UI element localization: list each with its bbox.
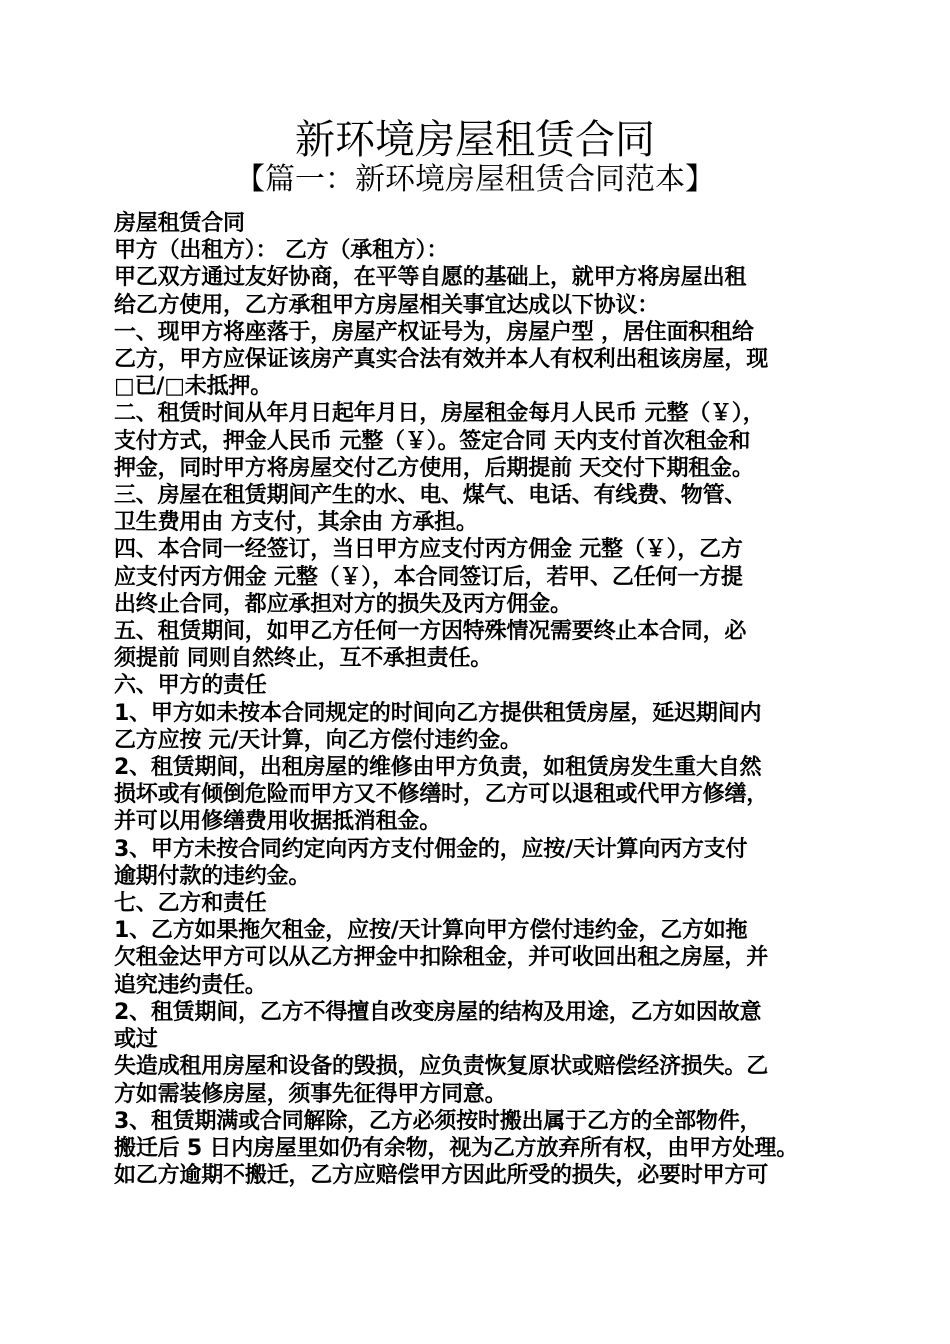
- body-line: 应支付丙方佣金 元整（￥），本合同签订后，若甲、乙任何一方提: [114, 564, 743, 590]
- body-line: 并可以用修缮费用收据抵消租金。: [114, 809, 442, 835]
- body-line: 卫生费用由 方支付，其余由 方承担。: [114, 510, 478, 536]
- body-line: 七、乙方和责任: [114, 891, 267, 917]
- body-line: □已/□未抵押。: [114, 374, 273, 400]
- body-line: 须提前 同则自然终止，互不承担责任。: [114, 646, 493, 672]
- body-line: 给乙方使用，乙方承租甲方房屋相关事宜达成以下协议：: [114, 292, 660, 318]
- body-line: 搬迁后 5 日内房屋里如仍有余物，视为乙方放弃所有权，由甲方处理。: [114, 1135, 799, 1161]
- document-subtitle: 【篇一：新环境房屋租赁合同范本】: [235, 162, 715, 197]
- body-line: 出终止合同，都应承担对方的损失及丙方佣金。: [114, 591, 572, 617]
- body-line: 1、甲方如未按本合同规定的时间向乙方提供租赁房屋，延迟期间内: [114, 700, 762, 726]
- body-line: 乙方应按 元/天计算，向乙方偿付违约金。: [114, 727, 522, 753]
- body-line: 2、租赁期间，乙方不得擅自改变房屋的结构及用途，乙方如因故意: [114, 999, 762, 1025]
- body-line: 损坏或有倾倒危险而甲方又不修缮时，乙方可以退租或代甲方修缮，: [114, 782, 769, 808]
- body-line: 押金，同时甲方将房屋交付乙方使用，后期提前 天交付下期租金。: [114, 455, 754, 481]
- body-line: 五、租赁期间，如甲乙方任何一方因特殊情况需要终止本合同，必: [114, 619, 747, 645]
- body-line: 方如需装修房屋，须事先征得甲方同意。: [114, 1081, 507, 1107]
- body-line: 甲乙双方通过友好协商，在平等自愿的基础上，就甲方将房屋出租: [114, 265, 747, 291]
- body-line: 乙方，甲方应保证该房产真实合法有效并本人有权利出租该房屋，现: [114, 347, 769, 373]
- body-line: 四、本合同一经签订，当日甲方应支付丙方佣金 元整（￥），乙方: [114, 537, 743, 563]
- body-line: 失造成租用房屋和设备的毁损，应负责恢复原状或赔偿经济损失。乙: [114, 1054, 769, 1080]
- body-line: 2、租赁期间，出租房屋的维修由甲方负责，如租赁房发生重大自然: [114, 755, 762, 781]
- body-line: 如乙方逾期不搬迁，乙方应赔偿甲方因此所受的损失，必要时甲方可: [114, 1163, 769, 1189]
- body-line: 逾期付款的违约金。: [114, 863, 311, 889]
- body-line: 1、乙方如果拖欠租金，应按/天计算向甲方偿付违约金，乙方如拖: [114, 918, 748, 944]
- body-line: 欠租金达甲方可以从乙方押金中扣除租金，并可收回出租之房屋，并: [114, 945, 769, 971]
- body-line: 二、租赁时间从年月日起年月日，房屋租金每月人民币 元整（￥），: [114, 401, 765, 427]
- body-line: 甲方（出租方）： 乙方（承租方）：: [114, 238, 449, 264]
- body-line: 或过: [114, 1027, 158, 1053]
- body-line: 六、甲方的责任: [114, 673, 267, 699]
- body-line: 3、租赁期满或合同解除，乙方必须按时搬出属于乙方的全部物件，: [114, 1108, 762, 1134]
- body-line: 一、现甲方将座落于，房屋产权证号为，房屋户型 ，居住面积租给: [114, 319, 754, 345]
- body-line: 房屋租赁合同: [114, 211, 245, 236]
- body-line: 支付方式，押金人民币 元整（￥）。签定合同 天内支付首次租金和: [114, 428, 751, 454]
- body-line: 3、甲方未按合同约定向丙方支付佣金的，应按/天计算向丙方支付: [114, 836, 748, 862]
- body-line: 追究违约责任。: [114, 972, 267, 998]
- document-body: [114, 210, 854, 1189]
- document-title: 新环境房屋租赁合同: [295, 117, 655, 163]
- body-line: 三、房屋在租赁期间产生的水、电、煤气、电话、有线费、物管、: [114, 483, 747, 509]
